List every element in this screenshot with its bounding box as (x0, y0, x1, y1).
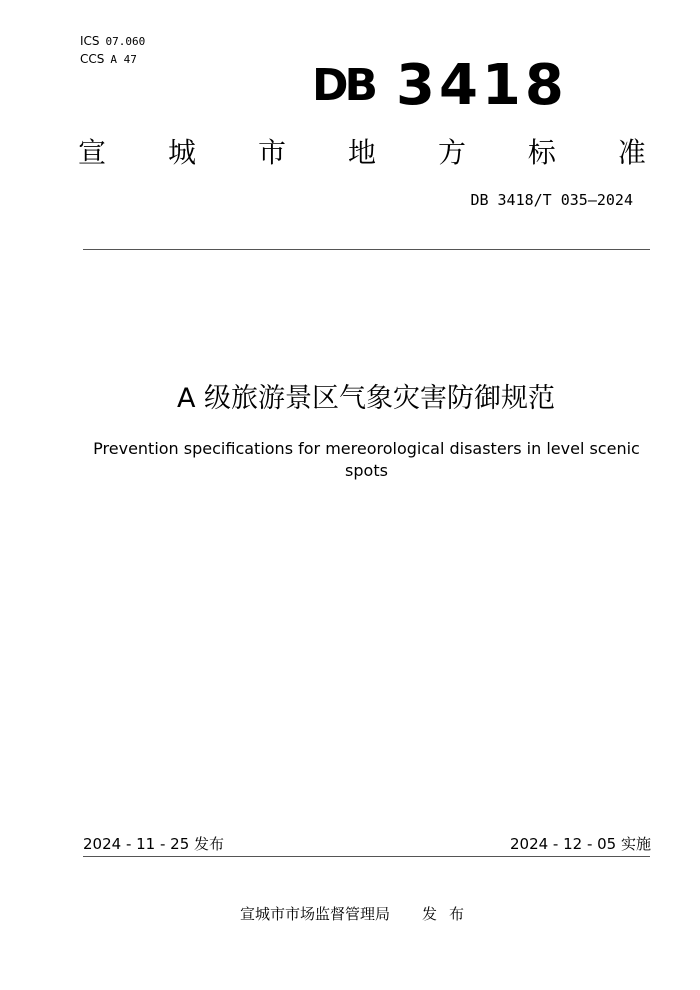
ics-label: ICS (80, 34, 100, 48)
ccs-code: A 47 (110, 53, 137, 66)
standard-type-char: 宣 (78, 136, 107, 169)
standard-type-char: 市 (257, 136, 286, 169)
document-title-chinese: A 级旅游景区气象灾害防御规范 (176, 383, 556, 414)
standard-type-char: 标 (527, 136, 556, 169)
document-title-english: Prevention specifications for mereorological disasters in level scenic spots (93, 439, 640, 480)
implementation-date: 2024 - 12 - 05 实施 (509, 835, 651, 853)
issue-date: 2024 - 11 - 25 发布 (83, 835, 225, 853)
standard-type-heading (78, 136, 646, 170)
standard-type-char: 准 (617, 136, 646, 169)
standard-code: DB 3418/T 035—2024 (470, 191, 633, 209)
ics-classification (80, 34, 145, 49)
issuer-action: 发布 (422, 905, 477, 923)
standard-type-char: 城 (167, 136, 196, 169)
header-divider (83, 249, 650, 250)
issuer-line (240, 903, 476, 925)
db-logo-number: 3418 (396, 53, 568, 118)
db-logo-mark: DB (312, 60, 375, 111)
issuer-name: 宣城市市场监督管理局 (240, 905, 391, 923)
standard-type-char: 方 (437, 136, 466, 169)
standard-type-char: 地 (347, 136, 376, 169)
ics-code: 07.060 (105, 35, 146, 48)
ccs-classification (80, 52, 137, 67)
footer-divider (83, 856, 650, 857)
ccs-label: CCS (80, 52, 105, 66)
